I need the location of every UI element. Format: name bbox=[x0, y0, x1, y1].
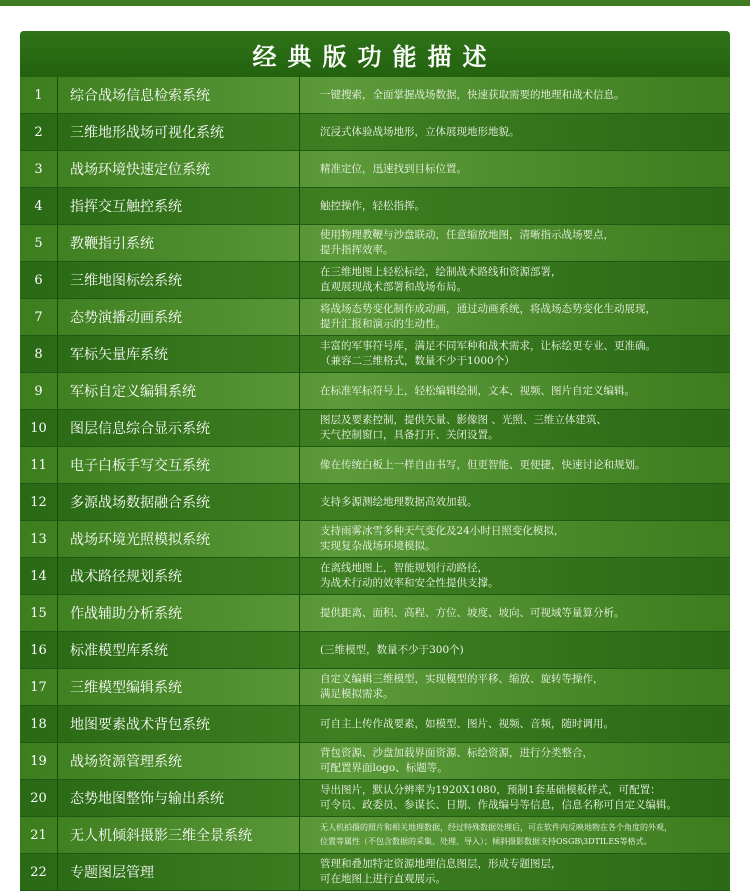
table-row bbox=[20, 780, 730, 816]
table-row bbox=[20, 447, 730, 483]
feature-panel bbox=[20, 31, 730, 891]
feature-name: 战术路径规划系统 bbox=[58, 558, 300, 594]
row-number: 16 bbox=[20, 632, 58, 668]
table-row bbox=[20, 225, 730, 261]
feature-name: 电子白板手写交互系统 bbox=[58, 447, 300, 483]
table-row bbox=[20, 632, 730, 668]
feature-name: 三维模型编辑系统 bbox=[58, 669, 300, 705]
feature-description: 在标准军标符号上，轻松编辑绘制，文本、视频、图片自定义编辑。 bbox=[320, 384, 635, 397]
table-row bbox=[20, 521, 730, 557]
table-row bbox=[20, 77, 730, 113]
feature-name: 指挥交互触控系统 bbox=[58, 188, 300, 224]
feature-description: 将战场态势变化制作成动画，通过动画系统，将战场态势变化生动展现， 提升汇报和演示的生动性。 bbox=[320, 303, 656, 330]
table-row bbox=[20, 114, 730, 150]
row-number: 20 bbox=[20, 780, 58, 816]
row-number: 8 bbox=[20, 336, 58, 372]
row-number: 22 bbox=[20, 854, 58, 890]
feature-description: 支持雨雾冰雪多种天气变化及24小时日照变化模拟， 实现复杂战场环境模拟。 bbox=[320, 525, 565, 552]
table-row bbox=[20, 854, 730, 890]
row-number: 14 bbox=[20, 558, 58, 594]
feature-description: 支持多源测绘地理数据高效加载。 bbox=[320, 495, 478, 508]
table-row bbox=[20, 262, 730, 298]
feature-name: 三维地形战场可视化系统 bbox=[58, 114, 300, 150]
row-number: 11 bbox=[20, 447, 58, 483]
feature-name: 图层信息综合显示系统 bbox=[58, 410, 300, 446]
feature-table bbox=[20, 77, 730, 891]
feature-description: 提供距离、面积、高程、方位、坡度、坡向、可视域等量算分析。 bbox=[320, 606, 625, 619]
feature-name: 态势地图整饰与输出系统 bbox=[58, 780, 300, 816]
feature-description: 触控操作，轻松指挥。 bbox=[320, 199, 425, 212]
feature-name: 三维地图标绘系统 bbox=[58, 262, 300, 298]
table-row bbox=[20, 817, 730, 853]
feature-description: 像在传统白板上一样自由书写，但更智能、更便捷，快速讨论和规划。 bbox=[320, 458, 646, 471]
feature-description: 精准定位，迅速找到目标位置。 bbox=[320, 162, 467, 175]
feature-name: 战场环境快速定位系统 bbox=[58, 151, 300, 187]
row-number: 21 bbox=[20, 817, 58, 853]
row-number: 3 bbox=[20, 151, 58, 187]
feature-description: 管理和叠加特定资源地理信息图层，形成专题图层， 可在地图上进行直观展示。 bbox=[320, 858, 562, 885]
feature-description: 在离线地图上，智能规划行动路径， 为战术行动的效率和安全性提供支撑。 bbox=[320, 562, 499, 589]
row-number: 7 bbox=[20, 299, 58, 335]
page-title: 经典版功能描述 bbox=[20, 31, 730, 78]
feature-description: 在三维地图上轻松标绘，绘制战术路线和资源部署， 直观展现战术部署和战场布局。 bbox=[320, 266, 562, 293]
table-row bbox=[20, 706, 730, 742]
feature-description: 背包资源、沙盘加载界面资源、标绘资源，进行分类整合， 可配置界面logo、标题等。 bbox=[320, 747, 593, 774]
feature-name: 综合战场信息检索系统 bbox=[58, 77, 300, 113]
row-number: 5 bbox=[20, 225, 58, 261]
feature-description: 无人机拍摄的照片和相关地理数据，经过特殊数据处理后，可在软件内反映地物在各个角度的外观， 位置等属性（不包含数据的采集、处理、导入）；倾斜摄影数据支持OSGB\3DTILES等格式。 bbox=[320, 823, 672, 846]
table-row bbox=[20, 151, 730, 187]
row-number: 18 bbox=[20, 706, 58, 742]
table-row bbox=[20, 299, 730, 335]
feature-name: 多源战场数据融合系统 bbox=[58, 484, 300, 520]
feature-description: 一键搜索，全面掌握战场数据，快速获取需要的地理和战术信息。 bbox=[320, 88, 625, 101]
table-row bbox=[20, 410, 730, 446]
feature-name: 标准模型库系统 bbox=[58, 632, 300, 668]
row-number: 19 bbox=[20, 743, 58, 779]
feature-name: 教鞭指引系统 bbox=[58, 225, 300, 261]
feature-description: (三维模型，数量不少于300个) bbox=[320, 643, 464, 656]
row-number: 12 bbox=[20, 484, 58, 520]
feature-description: 丰富的军事符号库，满足不同军种和战术需求，让标绘更专业、更准确。 （兼容二三维格式，数量不少于1000个） bbox=[320, 340, 656, 367]
table-row bbox=[20, 373, 730, 409]
feature-name: 战场资源管理系统 bbox=[58, 743, 300, 779]
table-row bbox=[20, 484, 730, 520]
feature-description: 自定义编辑三维模型，实现模型的平移、缩放、旋转等操作， 满足模拟需求。 bbox=[320, 673, 604, 700]
feature-name: 战场环境光照模拟系统 bbox=[58, 521, 300, 557]
feature-name: 军标矢量库系统 bbox=[58, 336, 300, 372]
feature-description: 使用物理教鞭与沙盘联动，任意缩放地图，清晰指示战场要点， 提升指挥效率。 bbox=[320, 229, 614, 256]
feature-description: 可自主上传作战要素，如模型、图片、视频、音频，随时调用。 bbox=[320, 717, 614, 730]
row-number: 13 bbox=[20, 521, 58, 557]
feature-description: 沉浸式体验战场地形，立体展现地形地貌。 bbox=[320, 125, 520, 138]
row-number: 1 bbox=[20, 77, 58, 113]
table-row bbox=[20, 595, 730, 631]
row-number: 2 bbox=[20, 114, 58, 150]
feature-description: 导出图片，默认分辨率为1920X1080，预制1套基础模板样式，可配置： 可令员、政委员、参谋长、日期、作战编号等信息，信息名称可自定义编辑。 bbox=[320, 784, 677, 811]
row-number: 17 bbox=[20, 669, 58, 705]
row-number: 9 bbox=[20, 373, 58, 409]
feature-name: 专题图层管理 bbox=[58, 854, 300, 890]
feature-name: 地图要素战术背包系统 bbox=[58, 706, 300, 742]
table-row bbox=[20, 336, 730, 372]
table-row bbox=[20, 669, 730, 705]
row-number: 15 bbox=[20, 595, 58, 631]
row-number: 10 bbox=[20, 410, 58, 446]
table-row bbox=[20, 558, 730, 594]
table-row bbox=[20, 188, 730, 224]
top-accent-bar bbox=[0, 0, 750, 6]
feature-name: 态势演播动画系统 bbox=[58, 299, 300, 335]
feature-description: 图层及要素控制，提供矢量、影像图 、光照、三维立体建筑、 天气控制窗口，具备打开、关闭设置。 bbox=[320, 414, 607, 441]
row-number: 6 bbox=[20, 262, 58, 298]
feature-name: 军标自定义编辑系统 bbox=[58, 373, 300, 409]
row-number: 4 bbox=[20, 188, 58, 224]
feature-name: 无人机倾斜摄影三维全景系统 bbox=[58, 817, 300, 853]
feature-name: 作战辅助分析系统 bbox=[58, 595, 300, 631]
table-row bbox=[20, 743, 730, 779]
